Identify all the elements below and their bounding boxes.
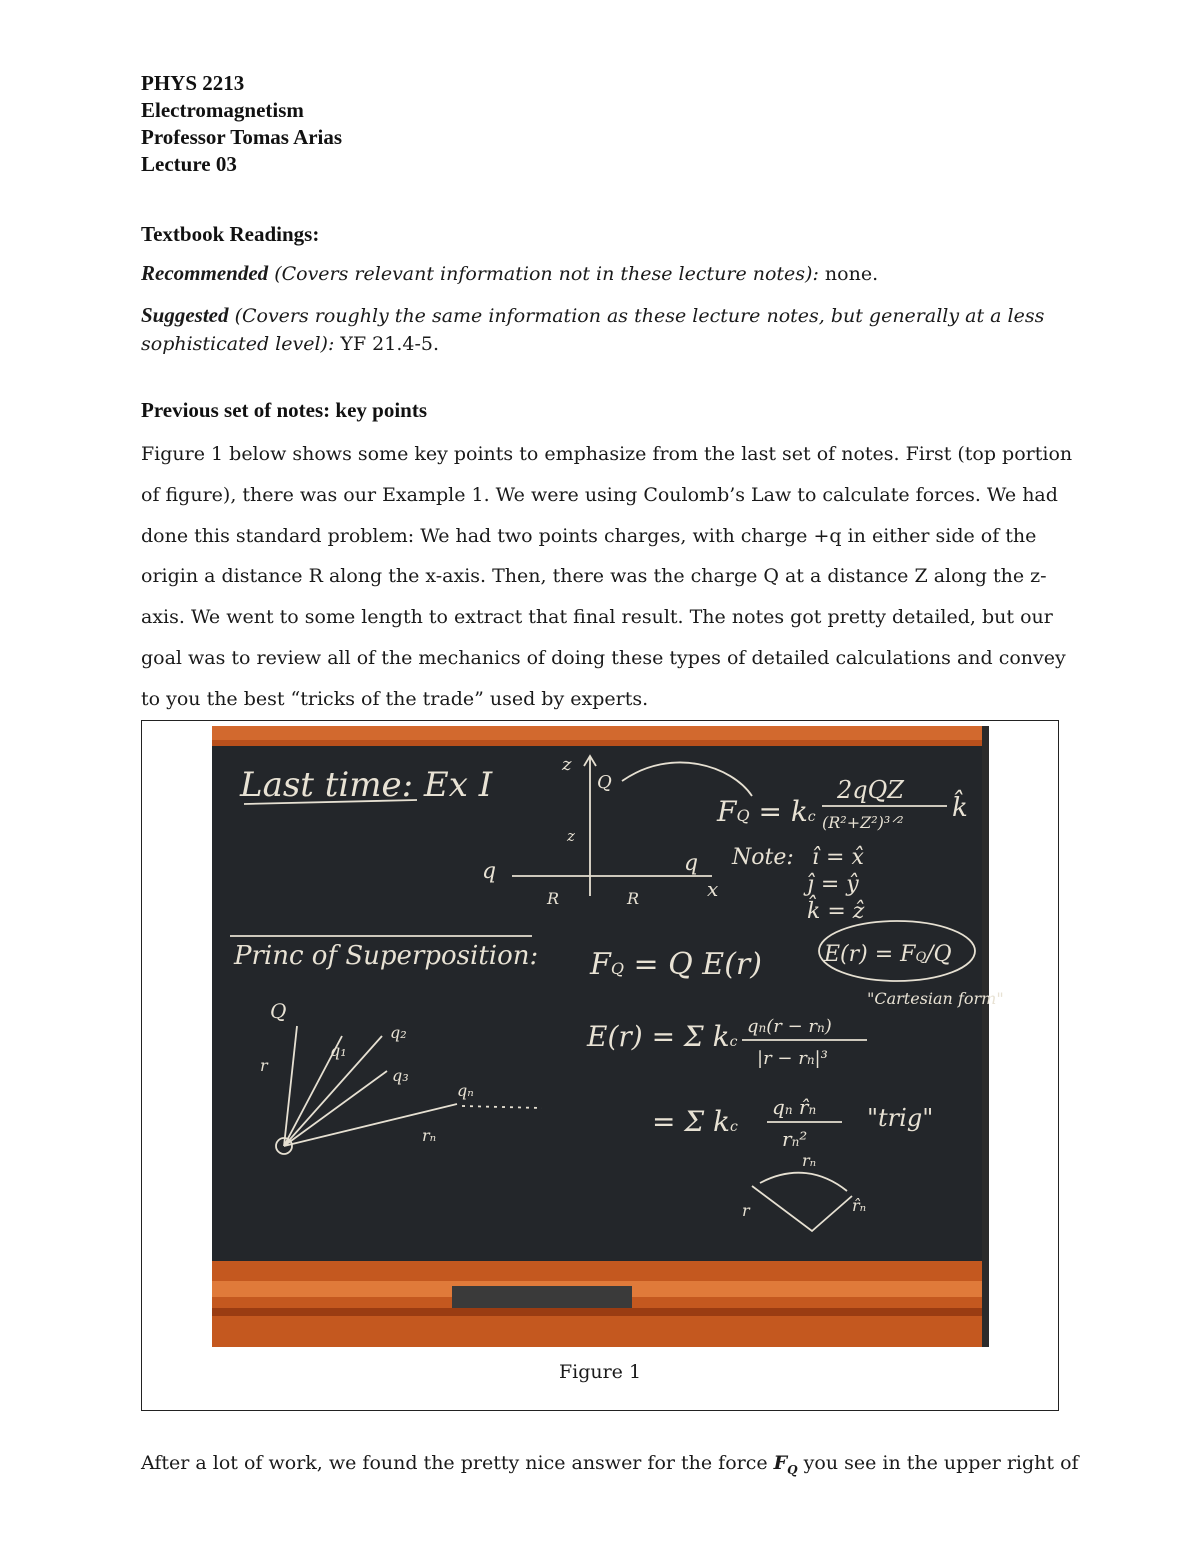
figure-caption: Figure 1 bbox=[558, 1361, 642, 1383]
professor-name: Professor Tomas Arias bbox=[141, 125, 343, 149]
svg-text:ĵ = ŷ: ĵ = ŷ bbox=[807, 872, 859, 897]
board-force: FQ = kc bbox=[717, 795, 816, 828]
svg-text:rn²: rn² bbox=[782, 1127, 808, 1151]
board-last-time: Last time: Ex I bbox=[240, 765, 493, 805]
suggested-description: (Covers roughly the same information as these lecture notes, but generally at a less sophisticated level): bbox=[141, 305, 1045, 355]
body-line: of figure), there was our Example 1. We were using Coulomb’s Law to calculate forces. We had bbox=[141, 483, 1058, 506]
svg-text:r: r bbox=[742, 1201, 750, 1220]
recommended-paragraph bbox=[141, 261, 1061, 286]
svg-text:r: r bbox=[260, 1056, 268, 1075]
board-trig: "trig" bbox=[867, 1104, 934, 1132]
key-points-body bbox=[141, 434, 1071, 720]
board-superposition: Princ of Superposition: bbox=[234, 941, 539, 971]
svg-text:2qQZ: 2qQZ bbox=[837, 776, 904, 804]
recommended-description: (Covers relevant information not in these lecture notes): bbox=[274, 263, 819, 285]
svg-text:k̂: k̂ bbox=[952, 793, 968, 823]
svg-text:r̂ₙ: r̂ₙ bbox=[852, 1196, 867, 1215]
svg-text:k̂ = ẑ: k̂ = ẑ bbox=[807, 899, 865, 924]
board-field-relation: FQ = Q E(r) bbox=[590, 947, 762, 982]
svg-text:Q: Q bbox=[597, 772, 612, 793]
svg-text:(R²+Z²)³ᐟ²: (R²+Z²)³ᐟ² bbox=[822, 813, 904, 832]
closing-text-before: After a lot of work, we found the pretty nice answer for the force bbox=[141, 1452, 774, 1474]
svg-text:î = x̂: î = x̂ bbox=[812, 845, 864, 870]
lecture-number: Lecture 03 bbox=[141, 152, 237, 176]
svg-text:R: R bbox=[547, 889, 560, 908]
svg-text:q₂: q₂ bbox=[390, 1023, 407, 1042]
board-trig-sum: = Σ kc bbox=[652, 1105, 738, 1138]
course-subject: Electromagnetism bbox=[141, 98, 304, 122]
body-line: done this standard problem: We had two points charges, with charge +q in either side of the bbox=[141, 524, 1037, 547]
closing-text-after: you see in the upper right of bbox=[797, 1452, 1079, 1474]
suggested-value: YF 21.4-5. bbox=[334, 333, 440, 355]
board-cartesian: "Cartesian form" bbox=[867, 989, 1004, 1008]
svg-text:qₙ: qₙ bbox=[457, 1081, 474, 1100]
recommended-label: Recommended bbox=[141, 261, 269, 285]
svg-text:x: x bbox=[707, 877, 719, 901]
closing-line bbox=[141, 1452, 1081, 1477]
document-header bbox=[141, 70, 342, 178]
svg-text:qn r̂n: qn r̂n bbox=[772, 1095, 817, 1119]
readings-heading: Textbook Readings: bbox=[141, 222, 320, 246]
suggested-paragraph bbox=[141, 301, 1061, 358]
svg-text:q₃: q₃ bbox=[392, 1066, 409, 1085]
body-line: origin a distance R along the x-axis. Then, there was the charge Q at a distance Z along the z- bbox=[141, 565, 1047, 588]
course-code: PHYS 2213 bbox=[141, 71, 245, 95]
svg-text:|r − rn|³: |r − rn|³ bbox=[757, 1048, 828, 1069]
board-note: Note: bbox=[732, 845, 794, 870]
svg-text:z: z bbox=[562, 754, 572, 775]
body-line: axis. We went to some length to extract that final result. The notes got pretty detailed, but our bbox=[141, 606, 1053, 629]
figure-frame bbox=[141, 720, 1059, 1411]
body-line: to you the best “tricks of the trade” used by experts. bbox=[141, 687, 649, 710]
board-e-def: E(r) = FQ/Q bbox=[824, 942, 952, 967]
svg-text:R: R bbox=[627, 889, 640, 908]
force-subscript: Q bbox=[787, 1462, 798, 1477]
svg-text:q: q bbox=[684, 851, 699, 876]
board-e-sum: E(r) = Σ kc bbox=[587, 1020, 738, 1053]
svg-text:rₙ: rₙ bbox=[422, 1126, 437, 1145]
suggested-label: Suggested bbox=[141, 303, 229, 327]
svg-text:q₁: q₁ bbox=[330, 1041, 347, 1060]
key-points-heading: Previous set of notes: key points bbox=[141, 398, 428, 422]
svg-text:Q: Q bbox=[270, 999, 287, 1023]
force-symbol: F bbox=[773, 1452, 788, 1474]
recommended-value: none. bbox=[818, 263, 879, 285]
body-line: Figure 1 below shows some key points to emphasize from the last set of notes. First (top portion bbox=[141, 443, 1073, 465]
chalkboard-photo bbox=[212, 726, 1004, 1347]
svg-text:z: z bbox=[567, 827, 575, 845]
body-line: goal was to review all of the mechanics of doing these types of detailed calculations and convey bbox=[141, 646, 1066, 669]
svg-text:rₙ: rₙ bbox=[802, 1151, 817, 1170]
svg-text:qn(r − rn): qn(r − rn) bbox=[747, 1016, 832, 1037]
svg-text:q: q bbox=[482, 859, 497, 884]
